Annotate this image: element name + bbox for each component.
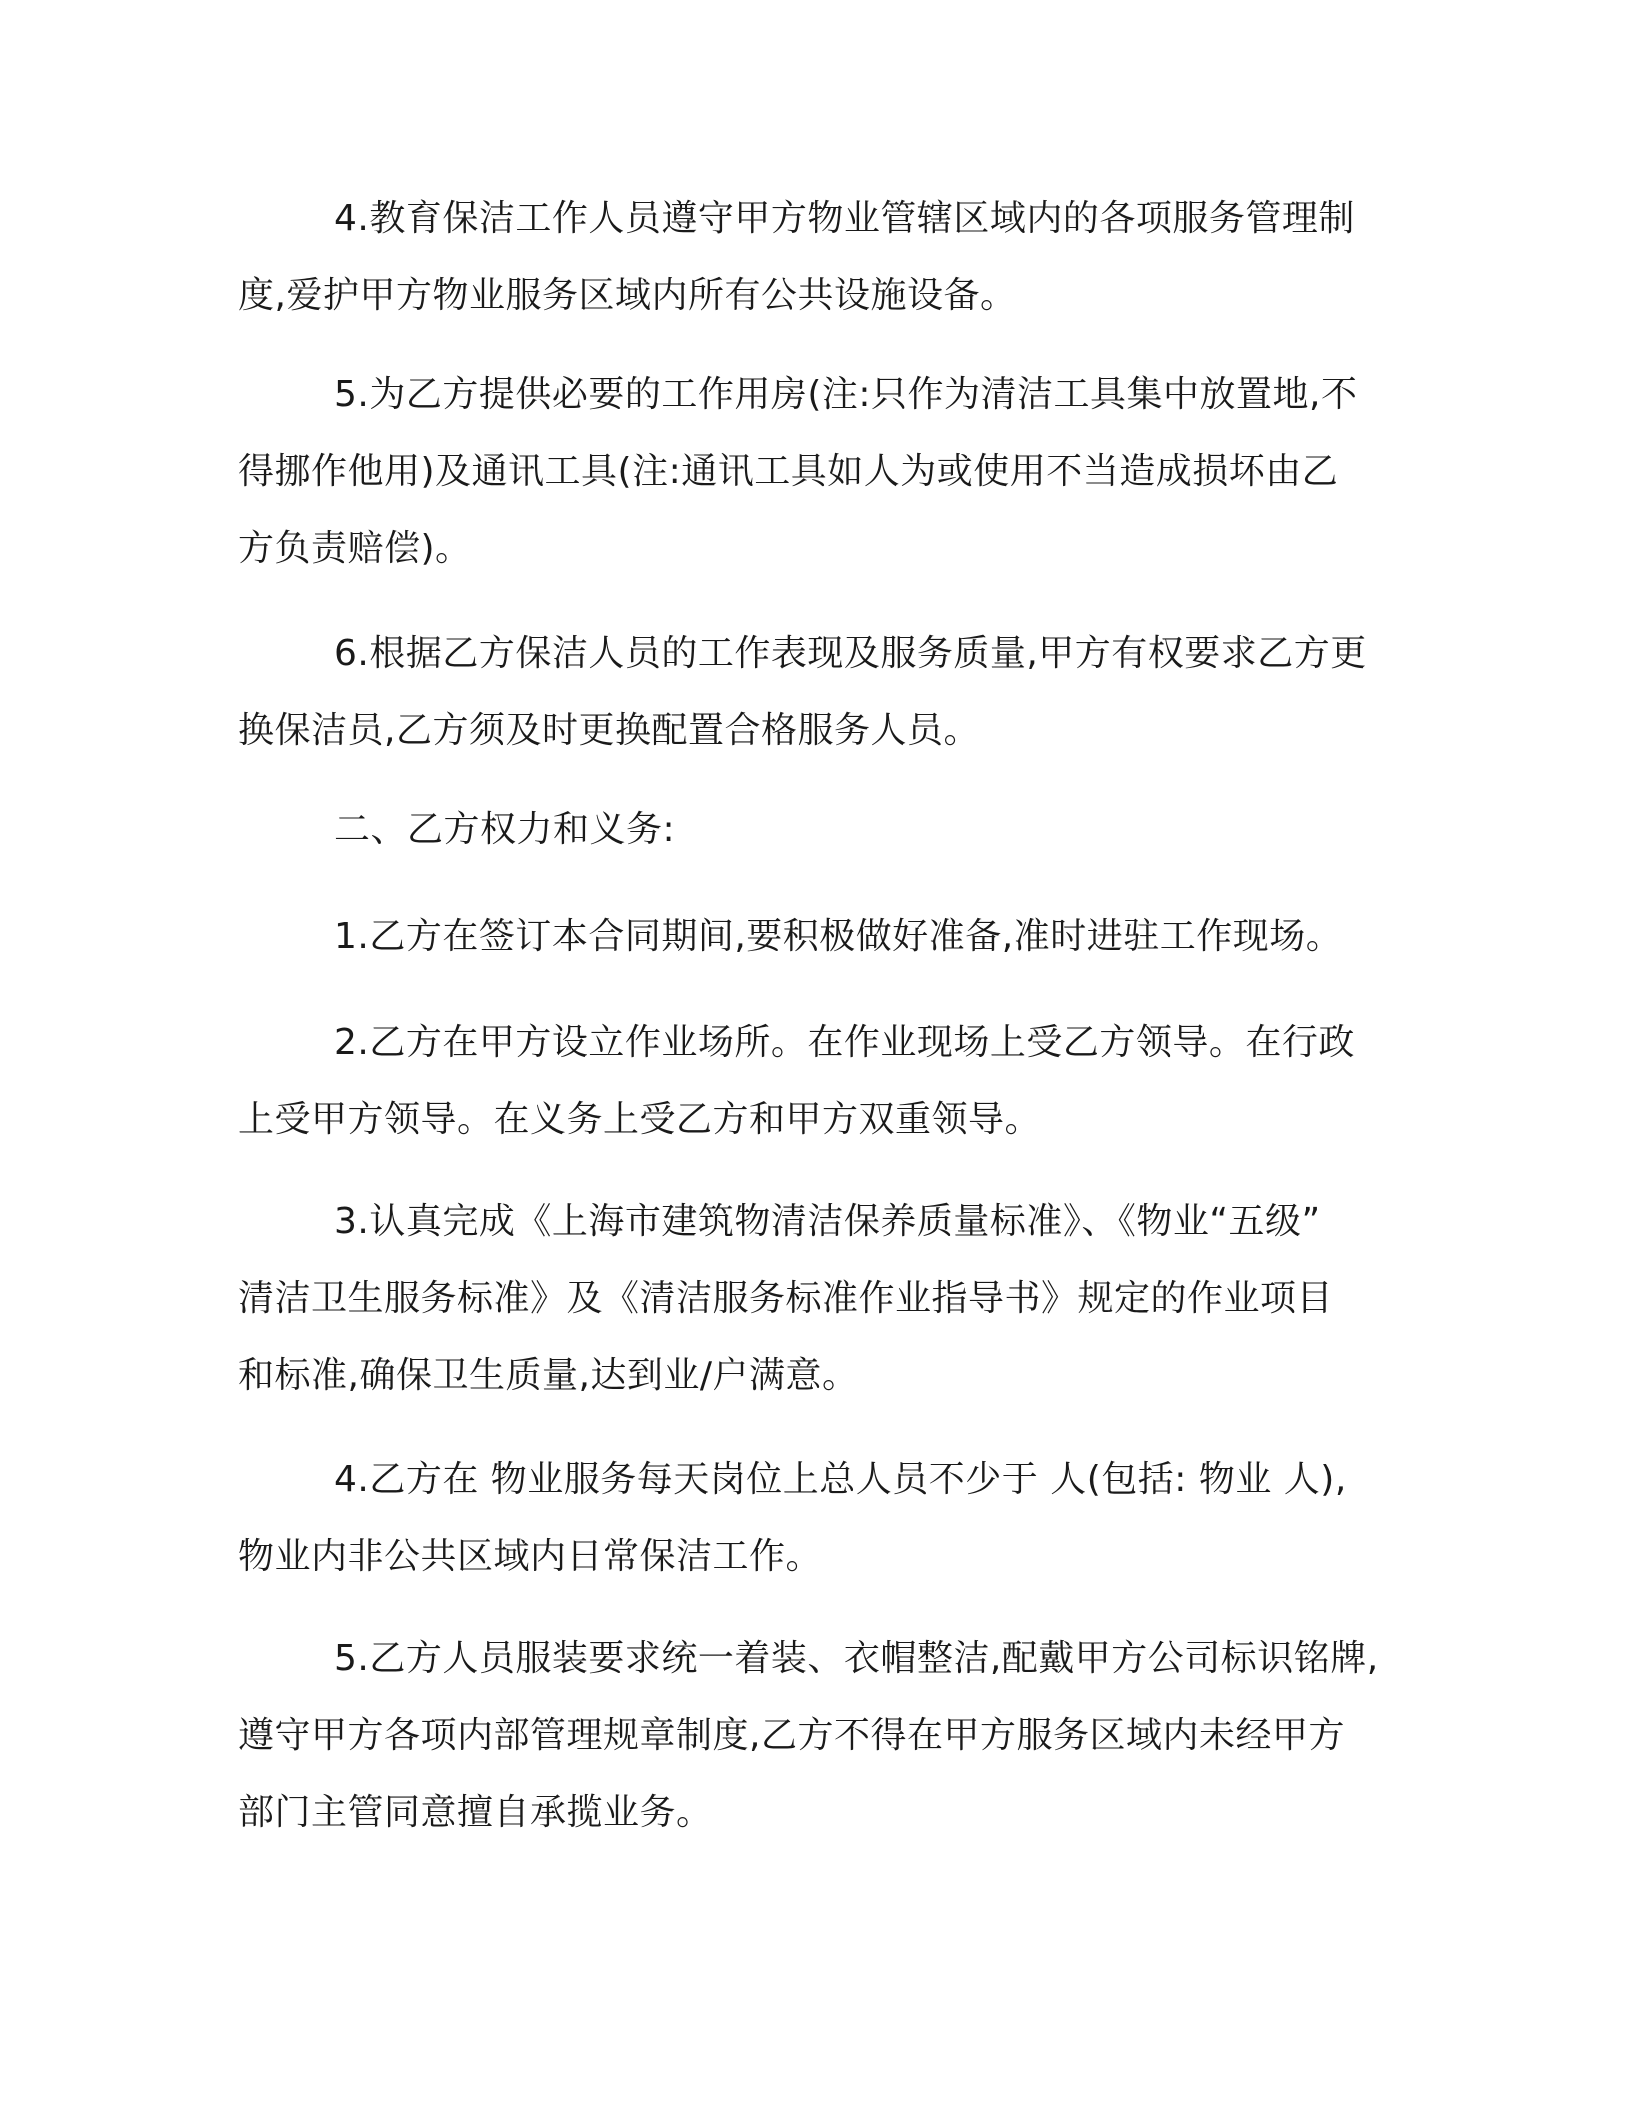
paragraph-line: 4.乙方在 物业服务每天岗位上总人员不少于 人(包括: 物业 人),	[334, 1459, 1347, 1500]
paragraph-line: 换保洁员,乙方须及时更换配置合格服务人员。	[238, 710, 980, 751]
paragraph-line: 6.根据乙方保洁人员的工作表现及服务质量,甲方有权要求乙方更	[334, 633, 1367, 674]
paragraph-line: 得挪作他用)及通讯工具(注:通讯工具如人为或使用不当造成损坏由乙	[238, 451, 1339, 492]
paragraph-line: 遵守甲方各项内部管理规章制度,乙方不得在甲方服务区域内未经甲方	[238, 1715, 1345, 1756]
paragraph-b4	[238, 1441, 1428, 1595]
paragraph-b2	[238, 1004, 1428, 1158]
paragraph-b5	[238, 1620, 1428, 1851]
paragraph-a4	[238, 180, 1428, 334]
paragraph-line: 物业内非公共区域内日常保洁工作。	[238, 1536, 823, 1577]
paragraph-line: 4.教育保洁工作人员遵守甲方物业管辖区域内的各项服务管理制	[334, 198, 1355, 239]
heading-line: 二、乙方权力和义务:	[334, 809, 676, 850]
paragraph-line: 度,爱护甲方物业服务区域内所有公共设施设备。	[238, 275, 1017, 316]
paragraph-line: 清洁卫生服务标准》及《清洁服务标准作业指导书》规定的作业项目	[238, 1278, 1334, 1319]
paragraph-a6	[238, 615, 1428, 769]
paragraph-line: 和标准,确保卫生质量,达到业/户满意。	[238, 1355, 859, 1396]
paragraph-line: 上受甲方领导。在义务上受乙方和甲方双重领导。	[238, 1099, 1042, 1140]
paragraph-line: 2.乙方在甲方设立作业场所。在作业现场上受乙方领导。在行政	[334, 1022, 1355, 1063]
paragraph-b1	[238, 898, 1428, 975]
section-heading-2	[238, 791, 1428, 868]
paragraph-line: 5.为乙方提供必要的工作用房(注:只作为清洁工具集中放置地,不	[334, 374, 1358, 415]
paragraph-line: 部门主管同意擅自承揽业务。	[238, 1792, 713, 1833]
paragraph-line: 1.乙方在签订本合同期间,要积极做好准备,准时进驻工作现场。	[334, 916, 1343, 957]
paragraph-line: 方负责赔偿)。	[238, 528, 472, 569]
paragraph-b3	[238, 1183, 1428, 1414]
paragraph-line: 5.乙方人员服装要求统一着装、衣帽整洁,配戴甲方公司标识铭牌,	[334, 1638, 1379, 1679]
paragraph-a5	[238, 356, 1428, 587]
paragraph-line: 3.认真完成《上海市建筑物清洁保养质量标准》、《物业“五级”	[334, 1201, 1321, 1242]
